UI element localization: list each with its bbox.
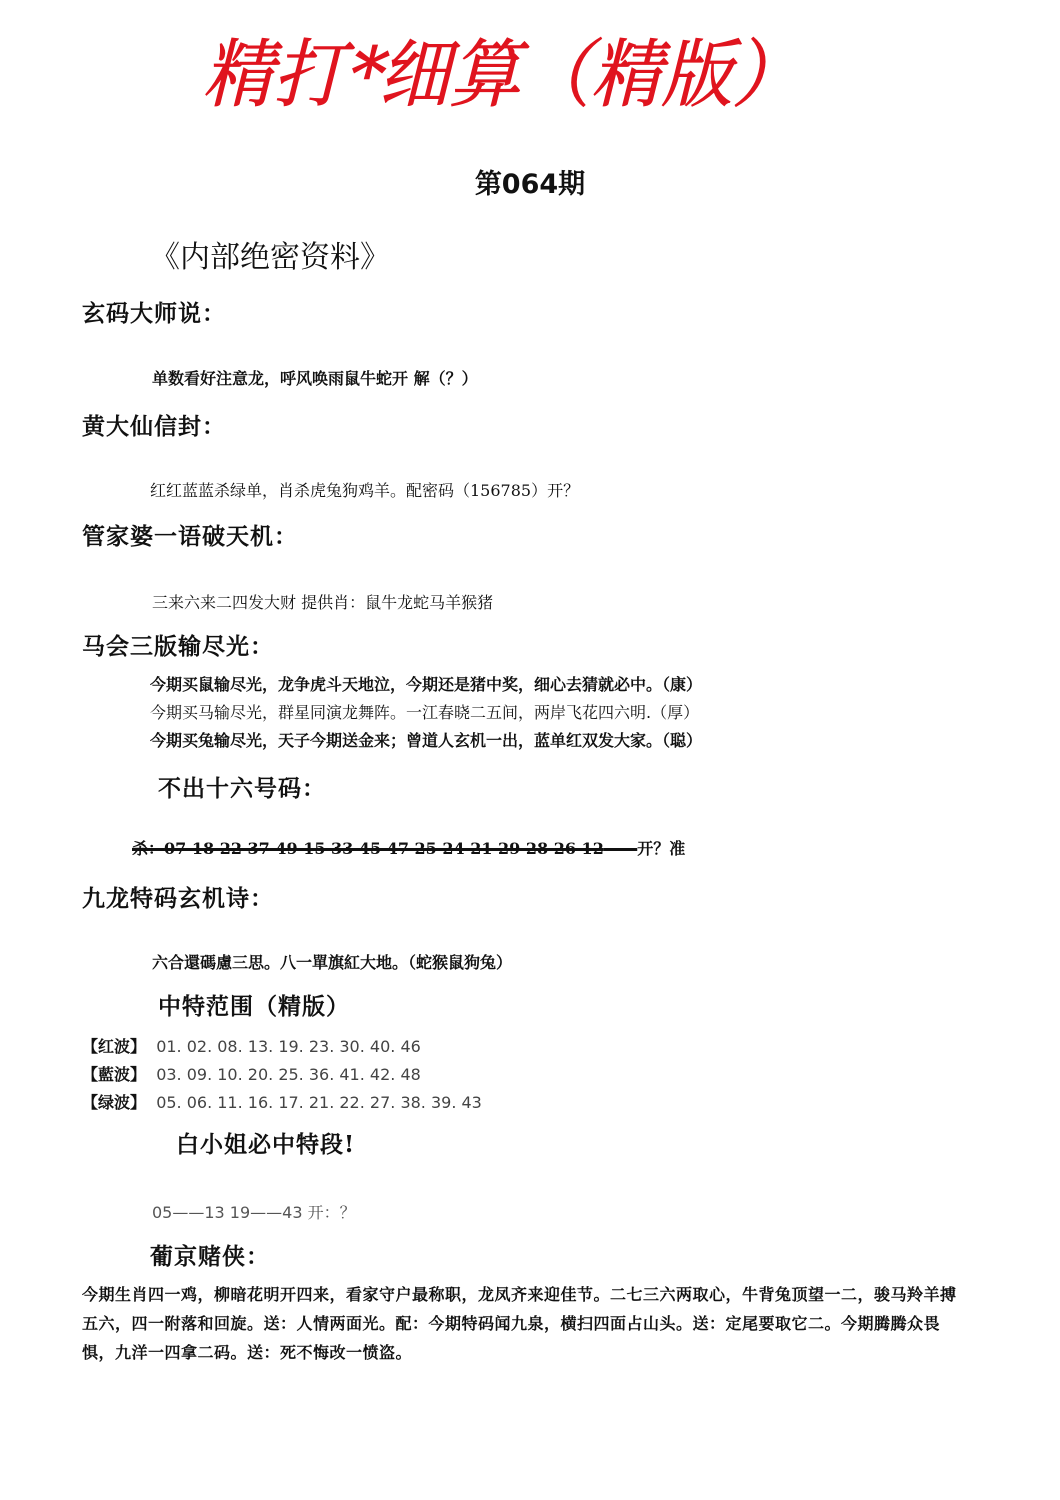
wave-label: 【藍波】 bbox=[82, 1065, 147, 1084]
wave-row-red bbox=[82, 1034, 421, 1057]
kill-line bbox=[132, 836, 685, 859]
jockey-heading: 马会三版输尽光： bbox=[82, 633, 274, 660]
wave-label: 【绿波】 bbox=[82, 1093, 147, 1112]
jockey-line-3: 今期买兔输尽光，天子今期送金来；曾道人玄机一出，蓝单红双发大家。（聪） bbox=[150, 731, 703, 750]
range-heading: 中特范围（精版） bbox=[158, 993, 350, 1020]
master-heading: 玄码大师说： bbox=[82, 300, 226, 327]
issue-number: 第064期 bbox=[474, 169, 586, 200]
no16-heading: 不出十六号码： bbox=[158, 775, 326, 802]
jockey-line-2: 今期买马输尽光，群星同演龙舞阵。一江春晓二五间，两岸飞花四六明.（厚） bbox=[150, 703, 700, 722]
gambler-heading: 葡京赌侠： bbox=[150, 1243, 270, 1270]
master-line: 单数看好注意龙，呼风唤雨鼠牛蛇开 解（？） bbox=[152, 369, 478, 388]
housekeeper-line: 三来六来二四发大财 提供肖：鼠牛龙蛇马羊猴猪 bbox=[152, 593, 494, 612]
miss-bai-line: 05——13 19——43 开：？ bbox=[152, 1203, 356, 1222]
wave-row-green bbox=[82, 1090, 482, 1113]
dragon-line: 六合還碼慮三思。八一單旗紅大地。（蛇猴鼠狗兔） bbox=[152, 953, 513, 972]
housekeeper-heading: 管家婆一语破天机： bbox=[82, 523, 298, 550]
svg-text:精打*细算（精版）: 精打*细算（精版） bbox=[198, 31, 849, 118]
wave-numbers: 01. 02. 08. 13. 19. 23. 30. 40. 46 bbox=[156, 1037, 421, 1056]
wave-numbers: 03. 09. 10. 20. 25. 36. 41. 42. 48 bbox=[156, 1065, 421, 1084]
envelope-heading: 黄大仙信封： bbox=[82, 413, 226, 440]
document-title: 《内部绝密资料》 bbox=[150, 240, 390, 275]
wave-row-blue bbox=[82, 1062, 421, 1085]
banner-logo bbox=[190, 30, 850, 140]
kill-dash bbox=[604, 839, 637, 858]
gambler-paragraph: 今期生肖四一鸡，柳暗花明开四来，看家守户最称职，龙凤齐来迎佳节。二七三六两取心，牛背兔顶望一二，骏马羚羊搏五六，四一附落和回旋。送：人情两面光。配：今期特码闻九泉，横扫四面占山头。送：定尾要取它二。今期腾腾众畏惧，九洋一四拿二码。送：死不悔改一愤盗。 bbox=[82, 1285, 957, 1362]
kill-prefix: 杀： bbox=[132, 839, 165, 858]
envelope-line: 红红蓝蓝杀绿单，肖杀虎兔狗鸡羊。配密码（156785）开？ bbox=[150, 481, 580, 500]
kill-numbers: 07 18 22 37 49 15 33 45 47 25 24 21 29 28 26 12 bbox=[164, 839, 604, 858]
miss-bai-heading: 白小姐必中特段! bbox=[176, 1131, 356, 1158]
jockey-line-1: 今期买鼠输尽光，龙争虎斗天地泣，今期还是猪中奖，细心去猜就必中。（康） bbox=[150, 675, 703, 694]
kill-suffix: 开？准 bbox=[637, 839, 686, 858]
wave-numbers: 05. 06. 11. 16. 17. 21. 22. 27. 38. 39. 43 bbox=[156, 1093, 482, 1112]
dragon-heading: 九龙特码玄机诗： bbox=[82, 885, 274, 912]
wave-label: 【红波】 bbox=[82, 1037, 147, 1056]
